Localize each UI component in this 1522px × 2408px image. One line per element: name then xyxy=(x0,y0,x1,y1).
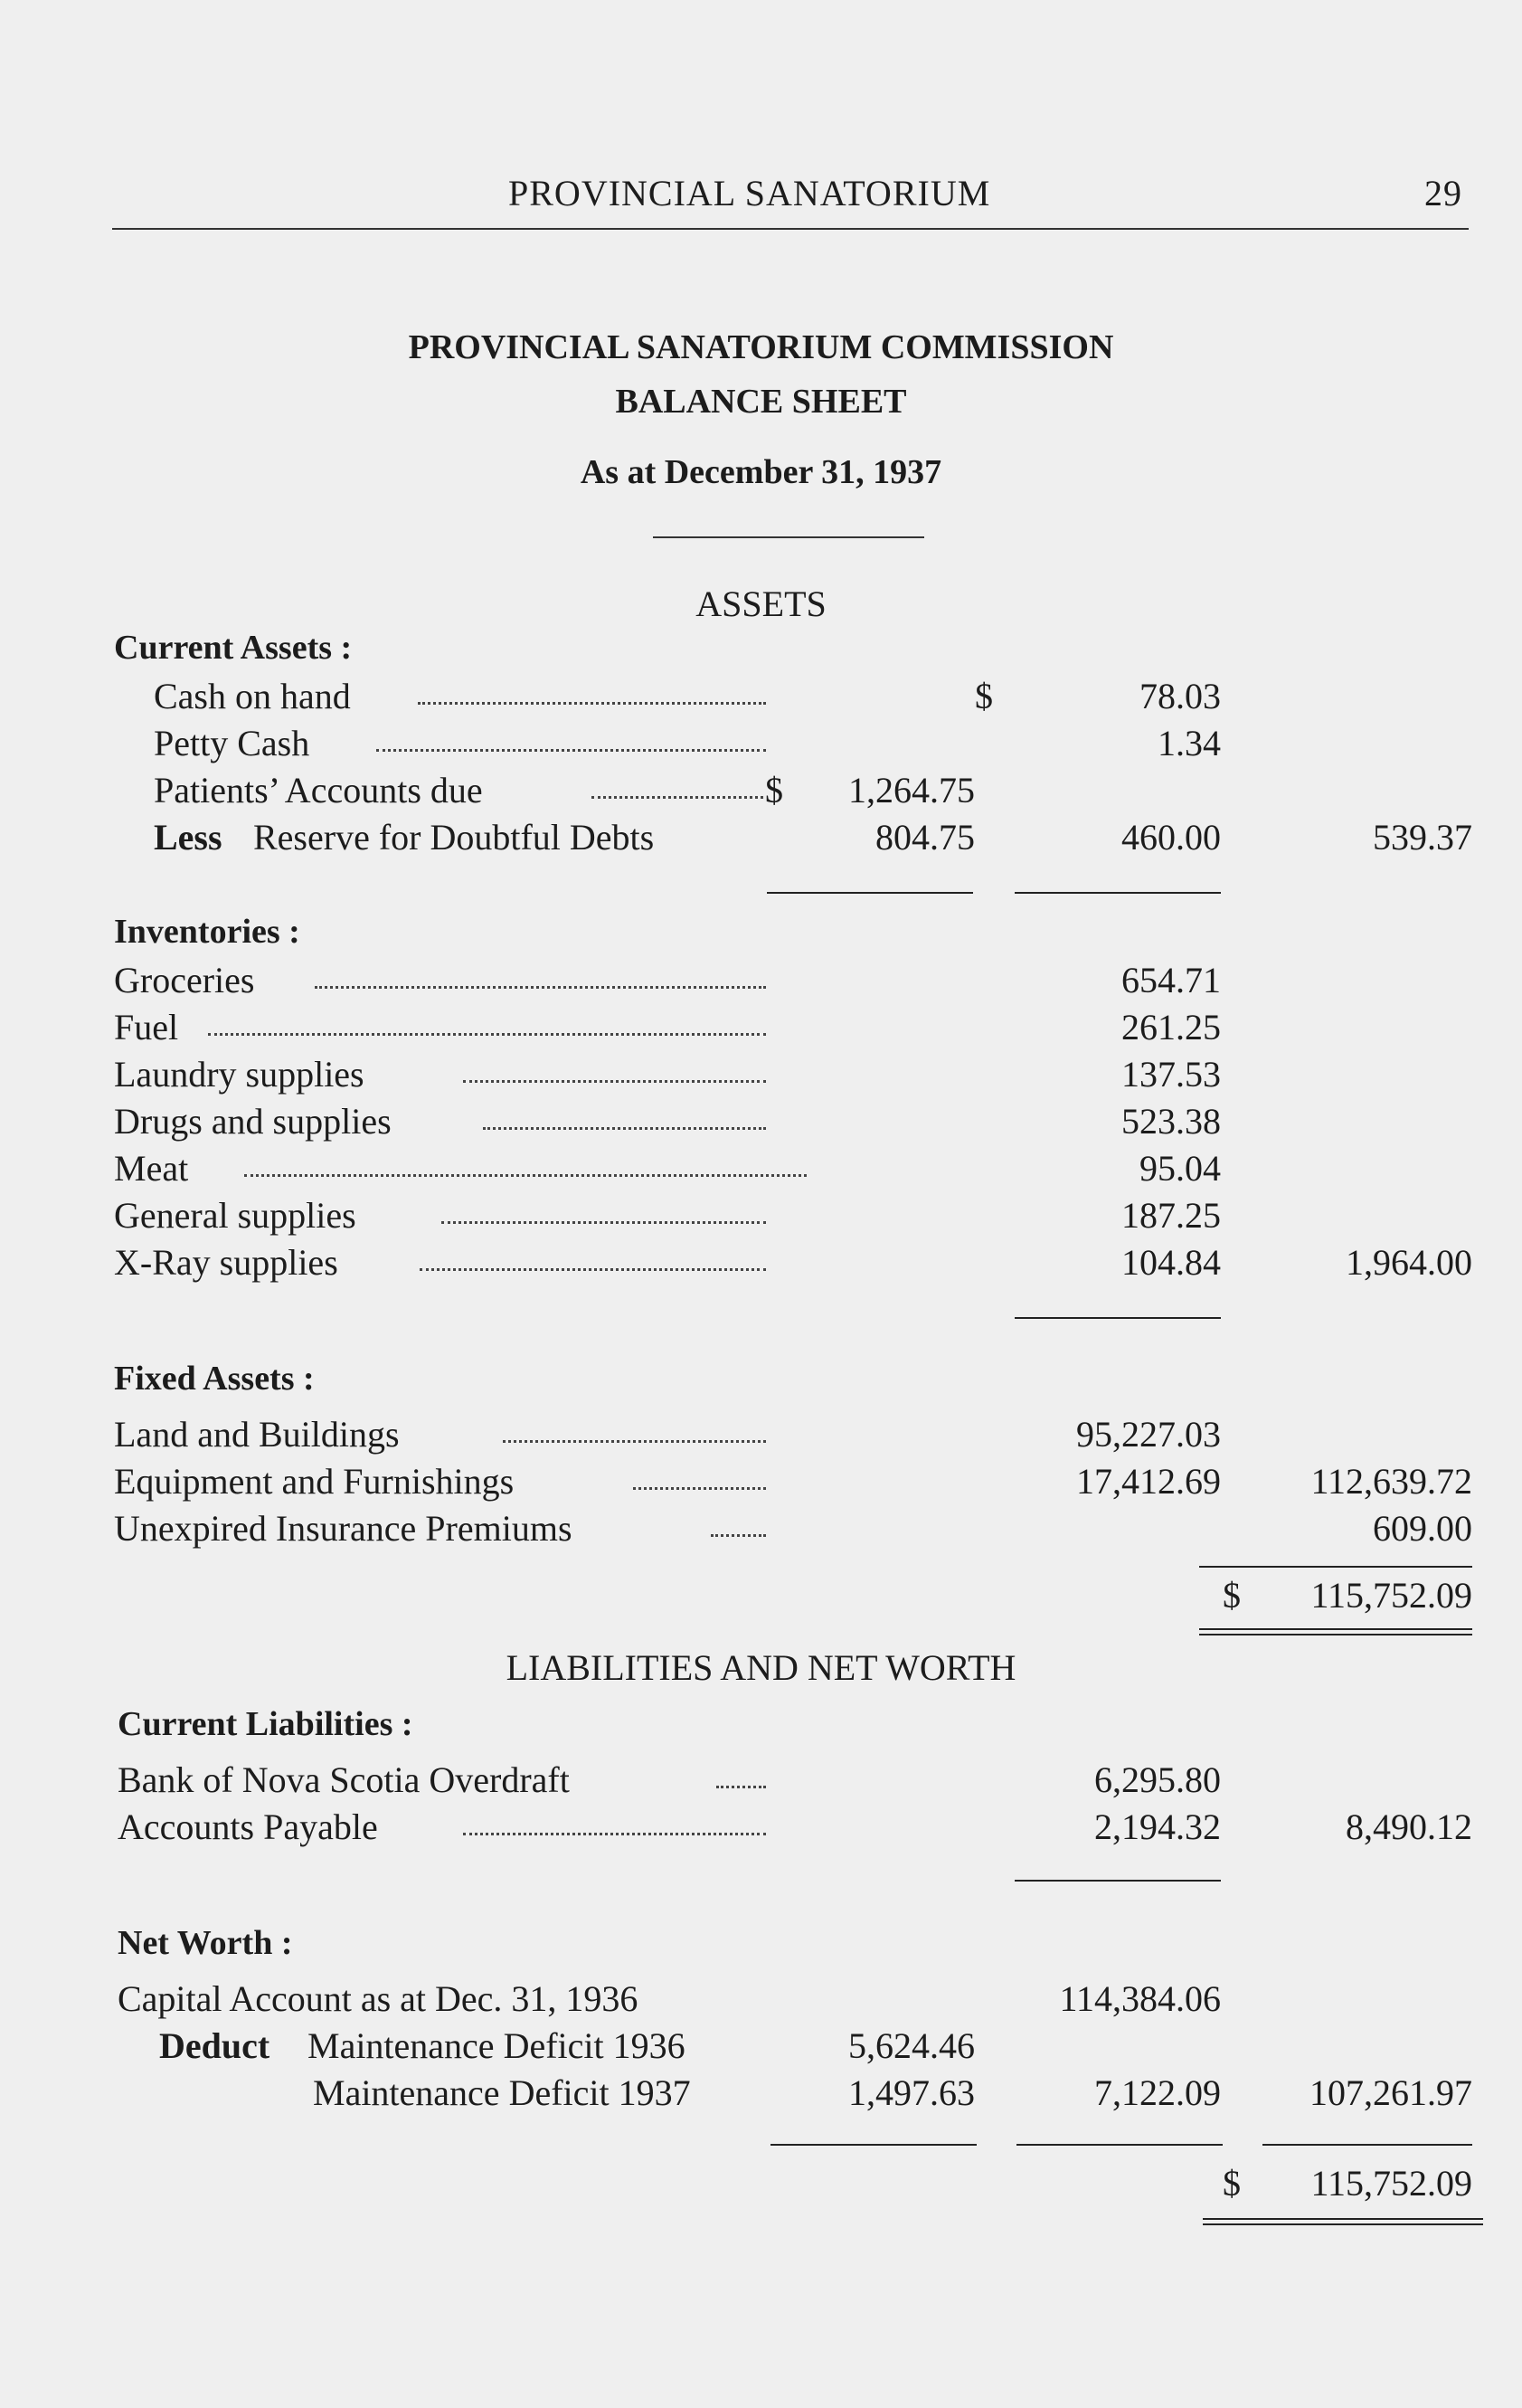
current-liabilities-total: 8,490.12 xyxy=(1346,1806,1472,1847)
deficit-1936-label: Maintenance Deficit 1936 xyxy=(307,2025,685,2066)
assets-heading: ASSETS xyxy=(695,583,827,624)
underline xyxy=(1015,892,1221,894)
leader-dots xyxy=(418,680,766,705)
leader-dots xyxy=(441,1199,766,1224)
dollar-sign: $ xyxy=(1223,1575,1241,1616)
leader-dots xyxy=(503,1418,766,1443)
inventory-label: Fuel xyxy=(114,1007,179,1048)
document-title: PROVINCIAL SANATORIUM COMMISSION xyxy=(408,328,1114,366)
underline xyxy=(1016,2144,1223,2146)
inventory-row xyxy=(0,1241,1522,1288)
inventory-row xyxy=(0,1147,1522,1194)
leader-dots xyxy=(711,1512,766,1537)
header-rule xyxy=(112,228,1469,230)
inventory-label: Laundry supplies xyxy=(114,1054,364,1095)
double-underline xyxy=(1199,1628,1472,1635)
title-rule xyxy=(653,536,924,538)
inventory-row xyxy=(0,1194,1522,1241)
payable-label: Accounts Payable xyxy=(118,1806,378,1847)
deduct-label: Deduct xyxy=(159,2025,270,2066)
dollar-sign: $ xyxy=(765,770,783,811)
reserve-value: 804.75 xyxy=(875,817,975,858)
underline xyxy=(1262,2144,1472,2146)
current-assets-heading: Current Assets : xyxy=(114,629,353,667)
cash-row xyxy=(0,675,1522,722)
document-subtitle: BALANCE SHEET xyxy=(615,383,907,421)
land-label: Land and Buildings xyxy=(114,1414,400,1455)
liabilities-total-row xyxy=(0,2162,1522,2209)
overdraft-row xyxy=(0,1759,1522,1806)
overdraft-label: Bank of Nova Scotia Overdraft xyxy=(118,1759,570,1800)
insurance-row xyxy=(0,1507,1522,1554)
deficit-1937-value: 1,497.63 xyxy=(848,2072,975,2113)
payable-row xyxy=(0,1806,1522,1853)
inventories-total: 1,964.00 xyxy=(1346,1242,1472,1283)
liabilities-total: 115,752.09 xyxy=(1310,2163,1472,2204)
equipment-row xyxy=(0,1460,1522,1507)
assets-total-row xyxy=(0,1574,1522,1621)
fixed-assets-heading: Fixed Assets : xyxy=(114,1360,315,1398)
reserve-label: Reserve for Doubtful Debts xyxy=(253,817,655,858)
inventory-label: Groceries xyxy=(114,960,255,1000)
reserve-row xyxy=(0,816,1522,863)
assets-total: 115,752.09 xyxy=(1310,1575,1472,1616)
cash-value: 78.03 xyxy=(1139,676,1221,716)
page-number: 29 xyxy=(1424,173,1462,213)
current-liabilities-heading: Current Liabilities : xyxy=(118,1705,413,1743)
inventory-value: 523.38 xyxy=(1121,1101,1221,1142)
patients-accounts-row xyxy=(0,769,1522,816)
leader-dots xyxy=(420,1247,766,1271)
leader-dots xyxy=(591,774,763,799)
document-date: As at December 31, 1937 xyxy=(580,453,942,491)
leader-dots xyxy=(483,1105,766,1130)
capital-row xyxy=(0,1977,1522,2024)
inventory-row xyxy=(0,1100,1522,1147)
running-title: PROVINCIAL SANATORIUM xyxy=(508,173,991,213)
petty-cash-value: 1.34 xyxy=(1158,723,1221,763)
inventories-heading: Inventories : xyxy=(114,913,300,951)
deficit-1936-value: 5,624.46 xyxy=(848,2025,975,2066)
leader-dots xyxy=(463,1811,766,1835)
less-label: Less xyxy=(154,817,222,858)
equipment-value: 17,412.69 xyxy=(1076,1461,1221,1502)
underline xyxy=(770,2144,977,2146)
leader-dots xyxy=(244,1152,807,1177)
petty-cash-row xyxy=(0,722,1522,769)
underline xyxy=(1015,1317,1221,1319)
inventory-row xyxy=(0,959,1522,1006)
inventory-value: 187.25 xyxy=(1121,1195,1221,1236)
insurance-value: 609.00 xyxy=(1373,1508,1472,1549)
net-worth-total: 107,261.97 xyxy=(1309,2072,1472,2113)
leader-dots xyxy=(315,964,766,989)
dollar-sign: $ xyxy=(1223,2163,1241,2204)
land-value: 95,227.03 xyxy=(1076,1414,1221,1455)
equipment-label: Equipment and Furnishings xyxy=(114,1461,515,1502)
inventory-label: General supplies xyxy=(114,1195,356,1236)
cash-label: Cash on hand xyxy=(154,676,351,716)
double-underline xyxy=(1203,2218,1483,2225)
payable-value: 2,194.32 xyxy=(1094,1806,1221,1847)
inventory-value: 95.04 xyxy=(1139,1148,1221,1189)
leader-dots xyxy=(716,1764,766,1788)
deficit-total-value: 7,122.09 xyxy=(1094,2072,1221,2113)
inventory-value: 261.25 xyxy=(1121,1007,1221,1048)
dollar-sign: $ xyxy=(975,676,993,716)
inventory-row xyxy=(0,1006,1522,1053)
overdraft-value: 6,295.80 xyxy=(1094,1759,1221,1800)
patients-accounts-label: Patients’ Accounts due xyxy=(154,770,483,811)
underline xyxy=(1015,1880,1221,1882)
inventory-row xyxy=(0,1053,1522,1100)
leader-dots xyxy=(376,727,766,752)
current-assets-total: 539.37 xyxy=(1373,817,1472,858)
petty-cash-label: Petty Cash xyxy=(154,723,310,763)
underline xyxy=(1199,1566,1472,1568)
leader-dots xyxy=(208,1011,766,1036)
inventory-label: X-Ray supplies xyxy=(114,1242,338,1283)
inventory-value: 137.53 xyxy=(1121,1054,1221,1095)
capital-value: 114,384.06 xyxy=(1059,1978,1221,2019)
net-worth-heading: Net Worth : xyxy=(118,1924,293,1962)
inventory-label: Meat xyxy=(114,1148,189,1189)
underline xyxy=(767,892,973,894)
leader-dots xyxy=(463,1058,766,1083)
patients-accounts-value: 1,264.75 xyxy=(848,770,975,811)
inventory-label: Drugs and supplies xyxy=(114,1101,392,1142)
insurance-label: Unexpired Insurance Premiums xyxy=(114,1508,572,1549)
land-row xyxy=(0,1413,1522,1460)
deficit-1937-label: Maintenance Deficit 1937 xyxy=(313,2072,691,2113)
capital-label: Capital Account as at Dec. 31, 1936 xyxy=(118,1978,638,2019)
fixed-assets-total: 112,639.72 xyxy=(1310,1461,1472,1502)
inventory-value: 654.71 xyxy=(1121,960,1221,1000)
leader-dots xyxy=(633,1465,766,1490)
reserve-net-value: 460.00 xyxy=(1121,817,1221,858)
inventory-value: 104.84 xyxy=(1121,1242,1221,1283)
deficit-1937-row xyxy=(0,2071,1522,2119)
liabilities-heading: LIABILITIES AND NET WORTH xyxy=(506,1647,1016,1688)
deficit-1936-row xyxy=(0,2024,1522,2071)
